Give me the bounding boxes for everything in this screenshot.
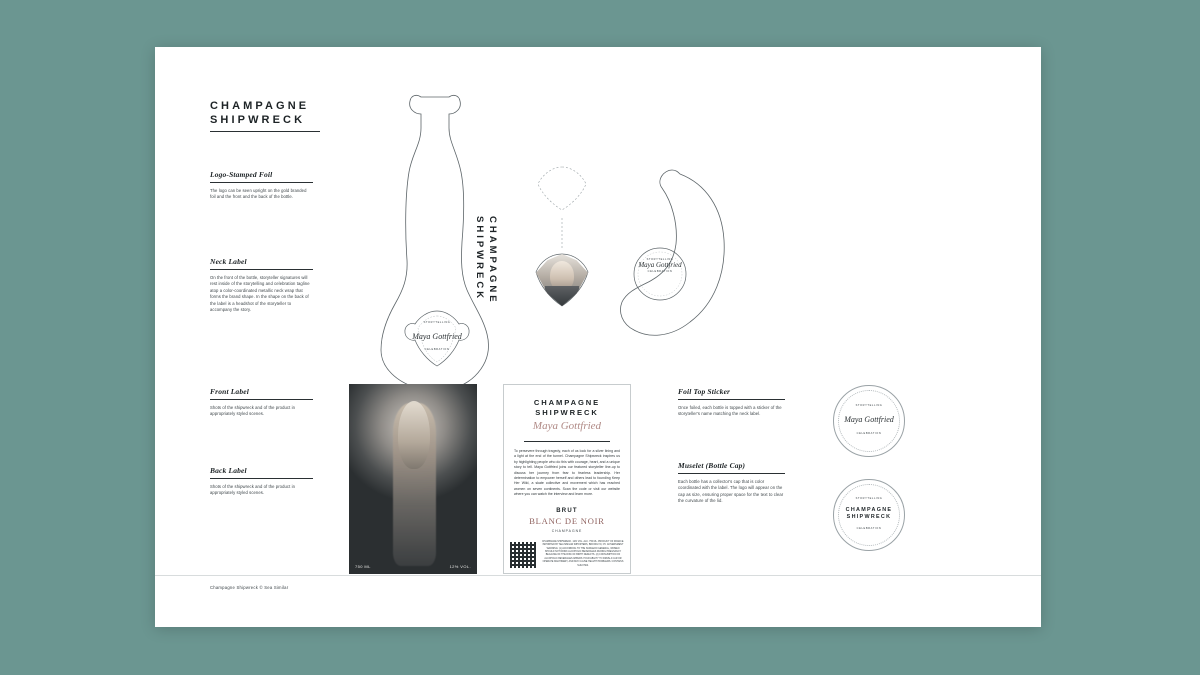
brand-line-2: SHIPWRECK xyxy=(210,114,306,126)
crest-top-text: STORYTELLING xyxy=(423,321,451,324)
back-label-brand-line-2: SHIPWRECK xyxy=(535,408,599,417)
annotation-rule xyxy=(678,399,785,400)
annotation-title: Foil Top Sticker xyxy=(678,387,731,396)
foil-wrap-diagram xyxy=(377,92,497,400)
annotation-body: Shots of the shipwreck and of the product in appropriately styled scenes. xyxy=(210,405,295,417)
back-label-legal-text: CHAMPAGNE SHIPWRECK. 12% VOL. ALC. 750 ML. PRODUCT OF FRANCE. IMPORTED BY SEA SIMILAR IMPORTERS, BROOKLYN, NY. GOVERNMENT WARNING: (1) ACCORDING TO THE SURGEON GENERAL, WOMEN SHOULD NOT DRINK ALCOHOLIC BEVERAGES DURING PREGNANCY BECAUSE OF THE RISK OF BIRTH DEFECTS. (2) CONSUMPTION OF ALCOHOLIC BEVERAGES IMPAIRS YOUR ABILITY TO DRIVE A CAR OR OPERATE MACHINERY, AND MAY CAUSE HEALTH PROBLEMS. CONTAINS SULFITES. xyxy=(542,540,624,567)
annotation-title: Neck Label xyxy=(210,257,247,266)
footer-divider xyxy=(155,575,1041,576)
annotation-body: On the front of the bottle, storyteller signatures will rest inside of the storytelling and celebration tagline atop a color-coordinated metallic neck wrap that forms the brand shape. In the shape on the back of the label is a headshot of the storyteller to accompany the story. xyxy=(210,275,310,313)
foil-top-seal-bottom-text: CELEBRATION xyxy=(856,432,882,435)
annotation-body: Each bottle has a collector's cap that is color coordinated with the label. The logo will appear on the cap as size, ensuring proper space for the text to clear the curvature of the lid. xyxy=(678,479,784,504)
muselet-seal-bottom-text: CELEBRATION xyxy=(856,527,882,530)
qr-code[interactable] xyxy=(510,542,536,568)
foil-top-seal-top-text: STORYTELLING xyxy=(855,404,883,407)
annotation-title: Front Label xyxy=(210,387,249,396)
front-label-abv: 12% VOL. xyxy=(449,564,471,569)
muselet-seal-brand xyxy=(834,507,904,521)
foil-top-sticker-seal xyxy=(833,385,905,457)
foil-top-seal-script: Maya Gottfried xyxy=(844,415,894,424)
brand-rule xyxy=(210,131,320,132)
muselet-band-crest xyxy=(634,258,686,273)
annotation-muselet-bottle-cap xyxy=(678,461,785,505)
brand-line-1: CHAMPAGNE xyxy=(210,100,310,112)
annotation-rule xyxy=(210,399,313,400)
annotation-rule xyxy=(678,473,785,474)
muselet-seal-brand-line-2: SHIPWRECK xyxy=(846,514,892,520)
annotation-logo-stamped-foil xyxy=(210,170,313,201)
back-label-brut: BRUT xyxy=(556,507,578,514)
annotation-back-label xyxy=(210,466,313,497)
front-label-volume: 750 ML xyxy=(355,564,371,569)
crest-bottom-text: CELEBRATION xyxy=(424,348,450,351)
foil-wrap-brand-line-1: CHAMPAGNE xyxy=(487,216,498,305)
back-label-appellation: CHAMPAGNE xyxy=(551,528,583,533)
muselet-band-bottom-text: CELEBRATION xyxy=(647,270,673,273)
annotation-rule xyxy=(210,182,313,183)
back-label-brand-line-1: CHAMPAGNE xyxy=(533,398,601,407)
back-label-artwork xyxy=(503,384,631,574)
foil-wrap-crest xyxy=(401,308,473,370)
annotation-rule xyxy=(210,269,313,270)
annotation-rule xyxy=(210,478,313,479)
annotation-title: Back Label xyxy=(210,466,247,475)
brand-lockup xyxy=(210,99,390,132)
annotation-neck-label xyxy=(210,257,313,313)
foil-wrap-brand-line-2: SHIPWRECK xyxy=(474,216,485,302)
muselet-seal-top-text: STORYTELLING xyxy=(855,497,883,500)
crest-script: Maya Gottfried xyxy=(412,332,462,341)
presentation-sheet xyxy=(155,47,1041,627)
muselet-band-top-text: STORYTELLING xyxy=(646,258,674,261)
muselet-band-script: Maya Gottfried xyxy=(638,261,682,269)
annotation-front-label xyxy=(210,387,313,418)
muselet-placement-diagram xyxy=(510,162,770,392)
front-label-hair xyxy=(398,401,430,469)
annotation-title: Logo-Stamped Foil xyxy=(210,170,273,179)
back-label-script: Maya Gottfried xyxy=(532,420,602,432)
annotation-body: Once foiled, each bottle is topped with a sticker of the storyteller's name matching the neck label. xyxy=(678,405,782,417)
annotation-body: Shots of the shipwreck and of the product in appropriately styled scenes. xyxy=(210,484,295,496)
back-label-body: To persevere through tragedy, each of us look for a silver lining and a light at the end of the tunnel. Champagne Shipwreck inspires us by highlighting people who do this with courage, heart, and a unique story to tell. Maya Gottfried joins our featured storyteller line-up to discuss her journey from fear to fearless leadership. Her determination to empower herself and others lead to founding Keep Her Wild, a skate collective and movement which has reached women on seven continents. Scan the code or visit our website where you can watch the interview and learn more. xyxy=(514,449,620,497)
annotation-title: Muselet (Bottle Cap) xyxy=(678,461,746,470)
back-label-brand xyxy=(504,398,630,418)
page-footer: Champagne Shipwreck © Sea Similar xyxy=(210,585,289,590)
foil-wrap-brand xyxy=(379,216,499,305)
annotation-body: The logo can be seen upright on the gold branded foil and the front and the back of the bottle. xyxy=(210,188,307,200)
back-label-blanc-de-noir: BLANC DE NOIR xyxy=(529,515,605,526)
front-label-artwork xyxy=(349,384,477,574)
back-label-rule xyxy=(524,441,610,442)
muselet-seal-brand-line-1: CHAMPAGNE xyxy=(845,507,893,513)
muselet-cap-seal xyxy=(833,479,905,551)
